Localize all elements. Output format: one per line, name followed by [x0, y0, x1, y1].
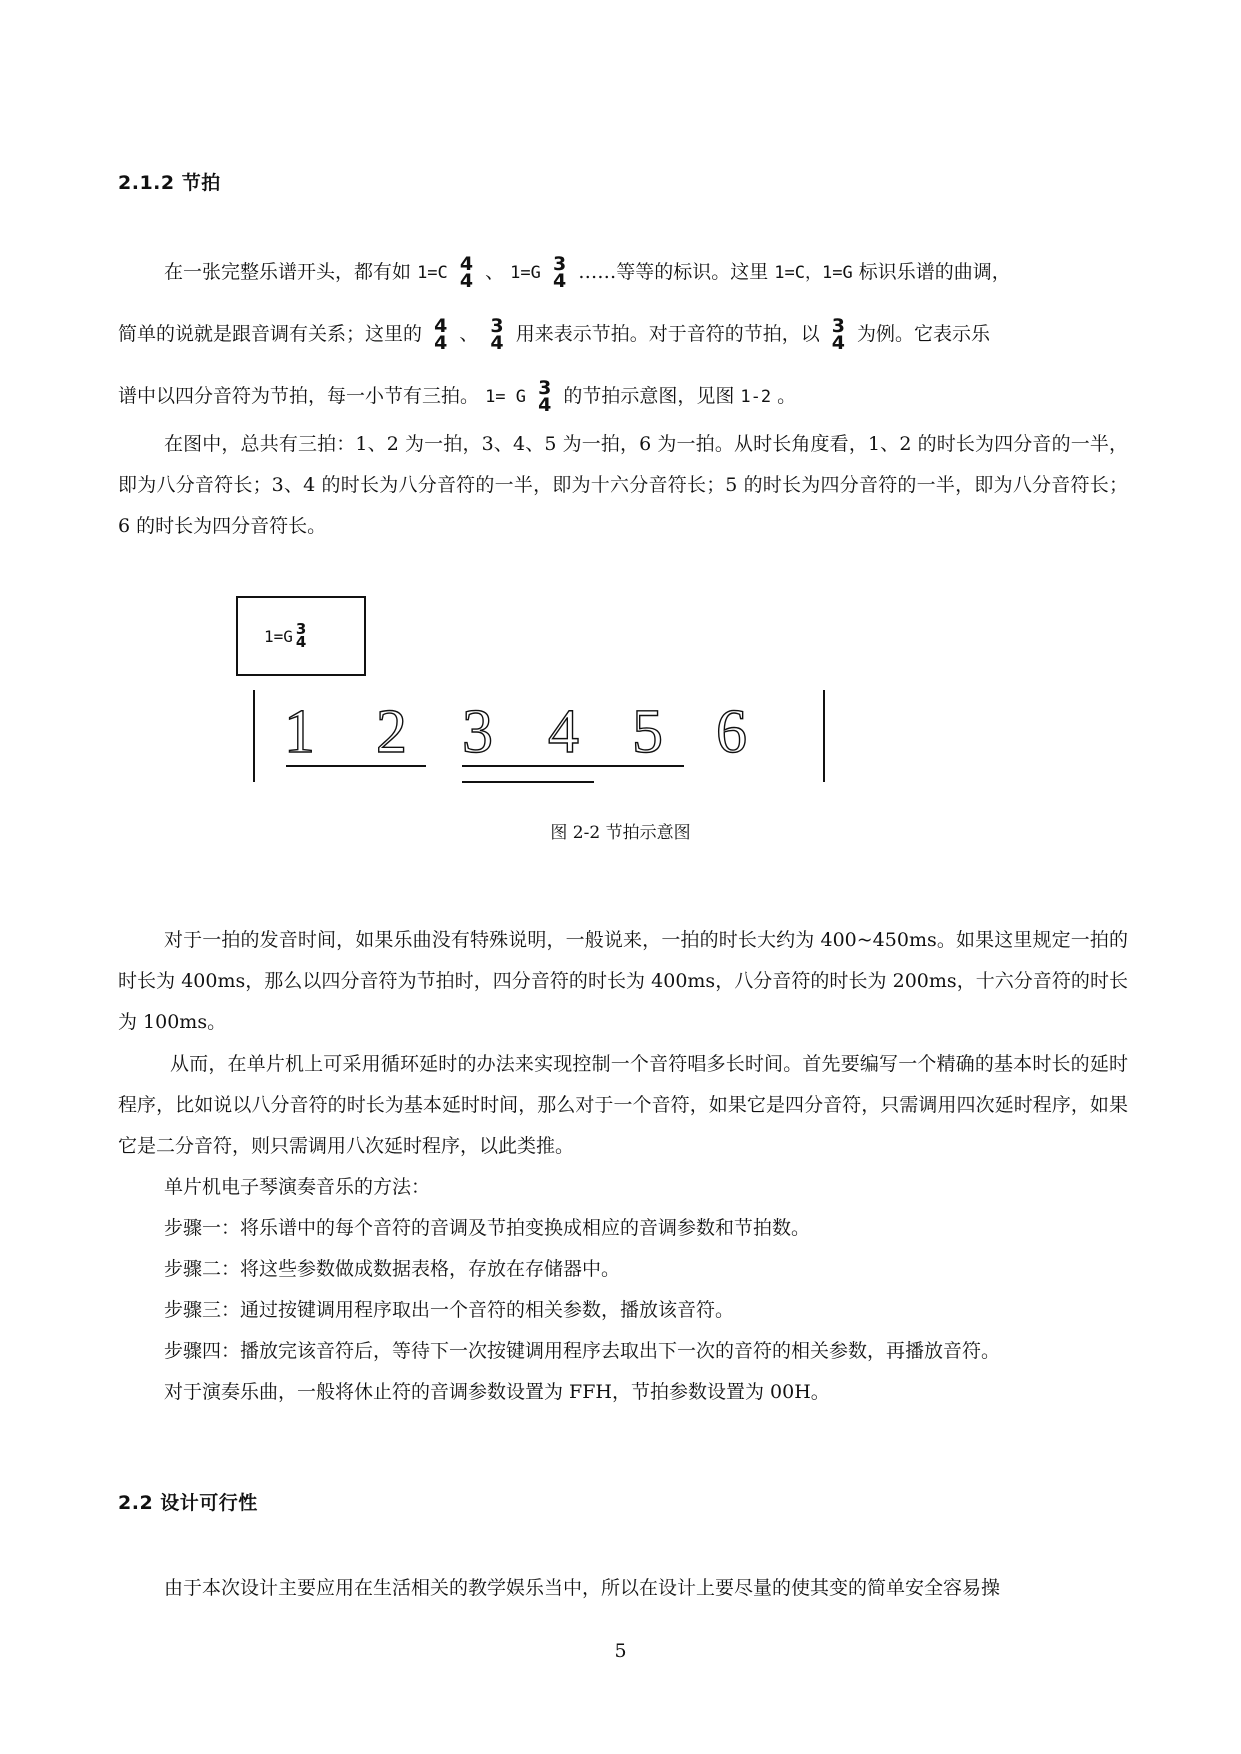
paragraph-3: 对于一拍的发音时间，如果乐曲没有特殊说明，一般说来，一拍的时长大约为 400~450ms。如果这里规定一拍的时长为 400ms，那么以四分音符为节拍时，四分音符的时长为 400ms，八分音符的时长为 200ms，十六分音符的时长为 100ms。 — [118, 929, 1128, 1033]
paragraph-1-line-2 — [118, 314, 1128, 354]
note-1: 1 — [284, 698, 315, 766]
text-span: 为例。它表示乐 — [857, 323, 991, 345]
paragraph-1-line-1 — [118, 252, 1174, 292]
key-signature-g: 1= G — [485, 387, 527, 407]
time-signature-3-4: 3 4 — [552, 253, 567, 292]
time-signature-3-4: 3 4 — [831, 315, 845, 354]
beat-diagram — [240, 690, 840, 790]
note-6: 6 — [716, 698, 747, 766]
text-span: 谱中以四分音符为节拍，每一小节有三拍。 — [118, 385, 480, 407]
key-signatures-inline: 1=C，1=G — [774, 263, 853, 283]
text-span: 在一张完整乐谱开头，都有如 — [164, 261, 412, 283]
key-time-signature-box — [236, 596, 366, 676]
paragraph-4: 从而，在单片机上可采用循环延时的办法来实现控制一个音符唱多长时间。首先要编写一个精确的基本时长的延时程序，比如说以八分音符的时长为基本延时时间，那么对于一个音符，如果它是四分音符，只需调用四次延时程序，如果它是二分音符，则只需调用八次延时程序，以此类推。 — [118, 1053, 1128, 1157]
box-time-signature-3-4: 3 4 — [295, 620, 307, 651]
text-span: ……等等的标识。这里 — [578, 261, 769, 283]
text-span: 、 — [485, 261, 505, 283]
figure-reference: 1-2 — [740, 387, 772, 407]
text-span: 用来表示节拍。对于音符的节拍，以 — [515, 323, 820, 345]
note-4: 4 — [548, 698, 579, 766]
step-4: 步骤四：播放完该音符后，等待下一次按键调用程序去取出下一次的音符的相关参数，再播放音符。 — [164, 1340, 1001, 1362]
step-1: 步骤一：将乐谱中的每个音符的音调及节拍变换成相应的音调参数和节拍数。 — [164, 1217, 811, 1239]
section-2-2-paragraph: 由于本次设计主要应用在生活相关的教学娱乐当中，所以在设计上要尽量的使其变的简单安全容易操 — [164, 1577, 1001, 1599]
box-key-label: 1=G — [264, 626, 293, 646]
time-signature-4-4: 4 4 — [434, 315, 448, 354]
rest-note-paragraph: 对于演奏乐曲，一般将休止符的音调参数设置为 FFH，节拍参数设置为 00H。 — [164, 1381, 830, 1403]
time-signature-4-4: 4 4 — [459, 253, 474, 292]
step-2: 步骤二：将这些参数做成数据表格，存放在存储器中。 — [164, 1258, 621, 1280]
paragraph-1-line-3 — [118, 376, 1128, 416]
time-signature-3-4: 3 4 — [538, 377, 552, 416]
time-signature-3-4: 3 4 — [490, 315, 504, 354]
text-span: 的节拍示意图，见图 — [563, 385, 735, 407]
key-signature-g: 1=G — [510, 263, 541, 283]
method-intro: 单片机电子琴演奏音乐的方法： — [164, 1176, 431, 1198]
section-heading-2-1-2: 2.1.2 节拍 — [118, 172, 221, 194]
text-span: 。 — [777, 385, 797, 407]
text-span: 、 — [459, 323, 479, 345]
note-3: 3 — [462, 698, 493, 766]
section-heading-2-2: 2.2 设计可行性 — [118, 1492, 258, 1514]
paragraph-2: 在图中，总共有三拍：1、2 为一拍，3、4、5 为一拍，6 为一拍。从时长角度看，1、2 的时长为四分音的一半，即为八分音符长；3、4 的时长为八分音符的一半，即为十六分音符长；5 的时长为四分音符的一半，即为八分音符长；6 的时长为四分音符长。 — [118, 433, 1128, 537]
step-3: 步骤三：通过按键调用程序取出一个音符的相关参数，播放该音符。 — [164, 1299, 735, 1321]
figure-caption: 图 2-2 节拍示意图 — [550, 823, 691, 843]
note-5: 5 — [632, 698, 663, 766]
key-signature-c: 1=C — [417, 263, 448, 283]
note-2: 2 — [376, 698, 407, 766]
page-number: 5 — [614, 1640, 627, 1662]
text-span: 标识乐谱的曲调， — [858, 261, 1011, 283]
text-span: 简单的说就是跟音调有关系；这里的 — [118, 323, 423, 345]
